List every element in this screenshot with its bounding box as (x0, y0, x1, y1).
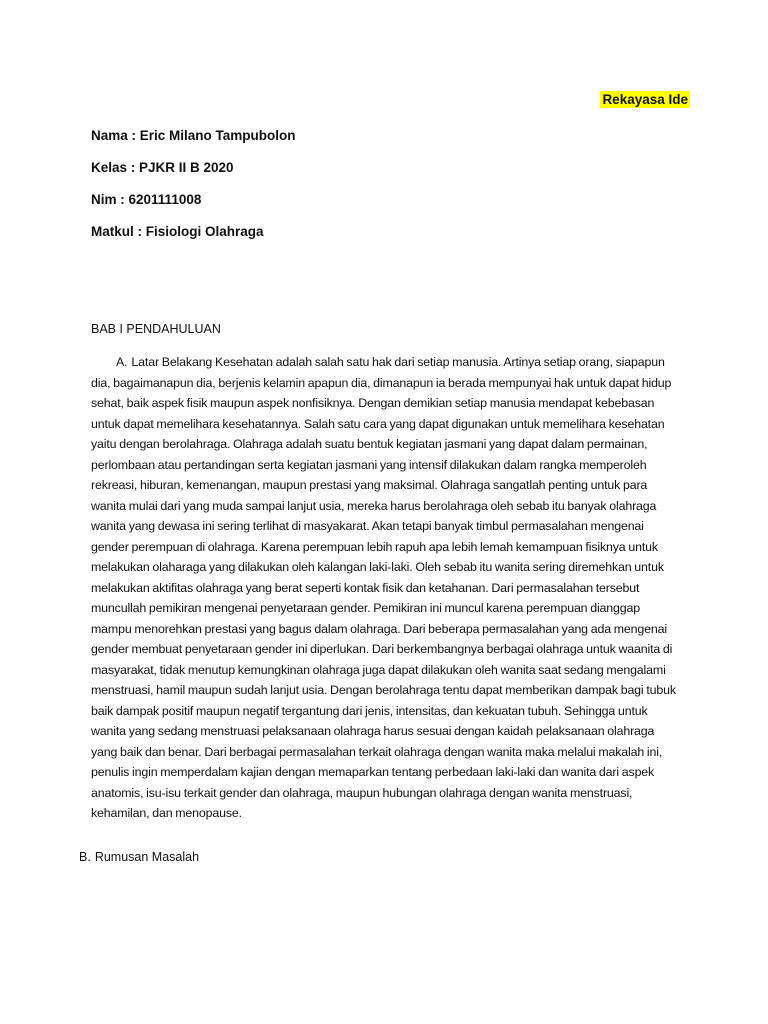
section-b-marker: B. (79, 850, 91, 864)
section-b-title: Rumusan Masalah (94, 850, 200, 864)
background-paragraph (91, 352, 683, 824)
section-a-text: Latar Belakang Kesehatan adalah salah satu hak dari setiap manusia. Artinya setiap orang, siapapun dia, bagaimanapun dia, berjenis kelamin apapun dia, dimanapun ia berada mempunyai hak untuk dapat hidup sehat, baik aspek fisik maupun aspek nonfisiknya. Dengan demikian setiap manusia mendapat kebebasan untuk dapat memelihara kesehatannya. Salah satu cara yang dapat digunakan untuk memelihara kesehatan yaitu dengan berolahraga. Olahraga adalah suatu bentuk kegiatan jasmani yang dapat dalam permainan, perlombaan atau pertandingan serta kegiatan jasmani yang intensif dilakukan dalam rangka memperoleh rekreasi, hiburan, kemenangan, maupun prestasi yang maksimal. Olahraga sangatlah penting untuk para wanita mulai dari yang muda sampai lanjut usia, mereka harus berolahraga oleh sebab itu banyak olahraga wanita yang dewasa ini sering terlihat di masyakarat. Akan tetapi banyak timbul permasalahan mengenai gender perempuan di olahraga. Karena perempuan lebih rapuh apa lebih lemah kemampuan fisiknya untuk melakukan olaharaga yang dilakukan oleh kalangan laki-laki. Oleh sebab itu wanita sering diremehkan untuk melakukan aktifitas olahraga yang berat seperti kontak fisik dan ketahanan. Dari permasalahan tersebut muncullah pemikiran mengenai penyetaraan gender. Pemikiran ini muncul karena perempuan dianggap mampu menorehkan prestasi yang bagus dalam olahraga. Dari beberapa permasalahan yang ada mengenai gender membuat penyetaraan gender ini diperlukan. Dari berkembangnya berbagai olahraga untuk waanita di masyarakat, tidak menutup kemungkinan olahraga juga dapat dilakukan oleh wanita saat sedang mengalami menstruasi, hamil maupun sudah lanjut usia. Dengan berolahraga tentu dapat memberikan dampak bagi tubuk baik dampak positif maupun negatif tergantung dari jenis, intensitas, dan kekuatan tubuh. Sehingga untuk wanita yang sedang menstruasi pelaksanaan olahraga harus sesuai dengan kaidah pelaksanaan olahraga yang baik dan benar. Dari berbagai permasalahan terkait olahraga dengan wanita maka melalui makalah ini, penulis ingin memperdalam kajian dengan memaparkan tentang perbedaan laki-laki dan wanita dari aspek anatomis, isu-isu terkait gender dan olahraga, maupun hubungan olahraga dengan wanita menstruasi, kehamilan, dan menopause. (91, 355, 676, 820)
highlighted-tag-label: Rekayasa Ide (602, 92, 688, 107)
student-class: Kelas : PJKR II B 2020 (91, 160, 234, 175)
student-nim: Nim : 6201111008 (91, 192, 202, 207)
section-b-heading (79, 850, 199, 864)
chapter-heading: BAB I PENDAHULUAN (91, 322, 221, 336)
document-tag (600, 92, 690, 107)
course-name: Matkul : Fisiologi Olahraga (91, 224, 264, 239)
section-a-marker: A. (116, 355, 128, 369)
student-name: Nama : Eric Milano Tampubolon (91, 128, 296, 143)
